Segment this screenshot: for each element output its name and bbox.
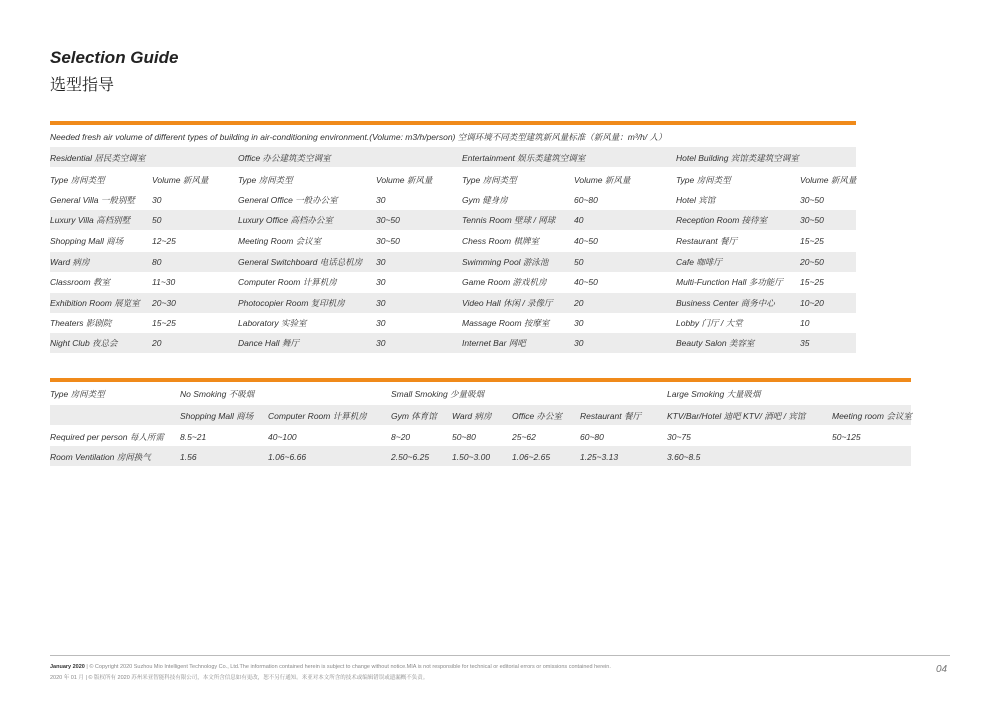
volume-cell: 35 (800, 338, 810, 348)
room-type-cell: Massage Room 按摩室 (462, 318, 550, 328)
volume-cell: 30 (376, 338, 386, 348)
room-type-cell: Classroom 教室 (50, 277, 110, 287)
column-header-volume: Volume 新风量 (800, 175, 857, 185)
volume-cell: 50 (574, 257, 584, 267)
room-type-cell: Internet Bar 网吧 (462, 338, 526, 348)
volume-cell: 12~25 (152, 236, 176, 246)
footer-copyright-en: January 2020 | © Copyright 2020 Suzhou Mio Intelligent Technology Co., Ltd.The information contained herein is subject to change without notice.MIA is not responsible for technical or editorial errors or omissions contained herein. (50, 664, 611, 670)
footer-divider (50, 655, 950, 656)
page-number: 04 (936, 664, 948, 675)
volume-cell: 20~30 (152, 298, 176, 308)
room-type-cell: Luxury Villa 高档别墅 (50, 215, 131, 225)
volume-cell: 30 (376, 277, 386, 287)
room-type-cell: Multi-Function Hall 多功能厅 (676, 277, 783, 287)
value-cell: 50~80 (452, 432, 476, 442)
room-type-cell: Laboratory 实验室 (238, 318, 307, 328)
room-type-cell: Shopping Mall 商场 (50, 236, 124, 246)
volume-cell: 15~25 (800, 236, 824, 246)
room-type-cell: General Villa 一般别墅 (50, 195, 135, 205)
volume-cell: 30~50 (800, 195, 824, 205)
room-type-cell: General Switchboard 电话总机房 (238, 257, 363, 267)
row-stripe (50, 252, 856, 272)
value-cell: 8.5~21 (180, 432, 207, 442)
group-header: Hotel Building 宾馆类建筑空调室 (676, 153, 799, 163)
volume-cell: 15~25 (152, 318, 176, 328)
volume-cell: 40~50 (574, 236, 598, 246)
smoking-category: Large Smoking 大量吸烟 (667, 389, 761, 399)
room-type-cell: Hotel 宾馆 (676, 195, 716, 205)
volume-cell: 20~50 (800, 257, 824, 267)
room-header: Computer Room 计算机房 (268, 411, 367, 421)
volume-cell: 30 (376, 318, 386, 328)
room-type-cell: Restaurant 餐厅 (676, 236, 737, 246)
room-type-cell: Photocopier Room 复印机房 (238, 298, 345, 308)
column-header-type: Type 房间类型 (238, 175, 293, 185)
value-cell: 1.56 (180, 452, 197, 462)
room-type-cell: General Office 一般办公室 (238, 195, 338, 205)
column-header-volume: Volume 新风量 (574, 175, 631, 185)
room-header: Meeting room 会议室 (832, 411, 912, 421)
volume-cell: 20 (152, 338, 162, 348)
volume-cell: 80 (152, 257, 162, 267)
page-subtitle: 选型指导 (50, 75, 115, 94)
room-type-cell: Beauty Salon 美容室 (676, 338, 755, 348)
column-header-type: Type 房间类型 (676, 175, 731, 185)
room-type-cell: Game Room 游戏机房 (462, 277, 547, 287)
volume-cell: 20 (574, 298, 584, 308)
room-header: Shopping Mall 商场 (180, 411, 254, 421)
volume-cell: 30 (152, 195, 162, 205)
volume-cell: 30~50 (376, 215, 400, 225)
room-type-cell: Gym 健身房 (462, 195, 508, 205)
room-type-cell: Meeting Room 会议室 (238, 236, 322, 246)
value-cell: 60~80 (580, 432, 604, 442)
room-type-cell: Exhibition Room 展览室 (50, 298, 140, 308)
room-type-cell: Dance Hall 舞厅 (238, 338, 299, 348)
column-header-volume: Volume 新风量 (376, 175, 433, 185)
value-cell: 40~100 (268, 432, 297, 442)
value-cell: 2.50~6.25 (391, 452, 430, 462)
room-header: KTV/Bar/Hotel 迪吧 KTV/ 酒吧 / 宾馆 (667, 411, 806, 421)
page-title: Selection Guide (50, 48, 179, 67)
column-header-volume: Volume 新风量 (152, 175, 209, 185)
volume-cell: 10 (800, 318, 810, 328)
volume-cell: 30~50 (800, 215, 824, 225)
volume-cell: 50 (152, 215, 162, 225)
value-cell: 1.06~2.65 (512, 452, 551, 462)
accent-bar-bottom (50, 378, 911, 382)
volume-cell: 40 (574, 215, 584, 225)
room-type-cell: Swimming Pool 游泳池 (462, 257, 549, 267)
room-type-cell: Computer Room 计算机房 (238, 277, 337, 287)
room-type-cell: Lobby 门厅 / 大堂 (676, 318, 743, 328)
column-header-type: Type 房间类型 (462, 175, 517, 185)
group-header: Entertainment 娱乐类建筑空调室 (462, 153, 586, 163)
room-type-cell: Reception Room 接待室 (676, 215, 768, 225)
column-header-type: Type 房间类型 (50, 175, 105, 185)
volume-cell: 11~30 (152, 277, 176, 287)
volume-cell: 60~80 (574, 195, 598, 205)
value-cell: 30~75 (667, 432, 691, 442)
column-header-type: Type 房间类型 (50, 389, 105, 399)
value-cell: 25~62 (512, 432, 536, 442)
volume-cell: 30 (574, 338, 584, 348)
accent-bar-top (50, 121, 856, 125)
row-label: Room Ventilation 房间换气 (50, 452, 151, 462)
value-cell: 50~125 (832, 432, 861, 442)
group-header: Office 办公建筑类空调室 (238, 153, 331, 163)
volume-cell: 30 (376, 257, 386, 267)
value-cell: 8~20 (391, 432, 411, 442)
table1-note: Needed fresh air volume of different types of building in air-conditioning environment.(Volume: m3/h/person) 空调环境不同类型建筑新风量标准（新风量：m³/h/ 人） (50, 132, 667, 142)
volume-cell: 30 (574, 318, 584, 328)
volume-cell: 15~25 (800, 277, 824, 287)
volume-cell: 30~50 (376, 236, 400, 246)
smoking-category: Small Smoking 少量吸烟 (391, 389, 485, 399)
room-header: Ward 病房 (452, 411, 492, 421)
room-header: Office 办公室 (512, 411, 563, 421)
value-cell: 3.60~8.5 (667, 452, 701, 462)
room-type-cell: Tennis Room 壁球 / 网球 (462, 215, 556, 225)
footer-copyright-cn: 2020 年 01 月 | © 版权所有 2020 苏州米亚智能科技有限公司，本文所含信息如有更改，恕不另行通知。米亚对本文所含的技术或编辑错误或遗漏概不负责。 (50, 675, 429, 681)
room-type-cell: Business Center 商务中心 (676, 298, 775, 308)
volume-cell: 30 (376, 298, 386, 308)
group-header: Residential 居民类空调室 (50, 153, 146, 163)
value-cell: 1.50~3.00 (452, 452, 491, 462)
value-cell: 1.25~3.13 (580, 452, 619, 462)
smoking-category: No Smoking 不吸烟 (180, 389, 255, 399)
room-header: Restaurant 餐厅 (580, 411, 641, 421)
room-type-cell: Ward 病房 (50, 257, 90, 267)
room-header: Gym 体育馆 (391, 411, 437, 421)
room-type-cell: Cafe 咖啡厅 (676, 257, 722, 267)
volume-cell: 40~50 (574, 277, 598, 287)
row-label: Required per person 每人所需 (50, 432, 164, 442)
room-type-cell: Chess Room 棋牌室 (462, 236, 539, 246)
volume-cell: 10~20 (800, 298, 824, 308)
volume-cell: 30 (376, 195, 386, 205)
value-cell: 1.06~6.66 (268, 452, 307, 462)
room-type-cell: Luxury Office 高档办公室 (238, 215, 333, 225)
room-type-cell: Night Club 夜总会 (50, 338, 118, 348)
room-type-cell: Theaters 影剧院 (50, 318, 112, 328)
room-type-cell: Video Hall 休闲 / 录像厅 (462, 298, 553, 308)
